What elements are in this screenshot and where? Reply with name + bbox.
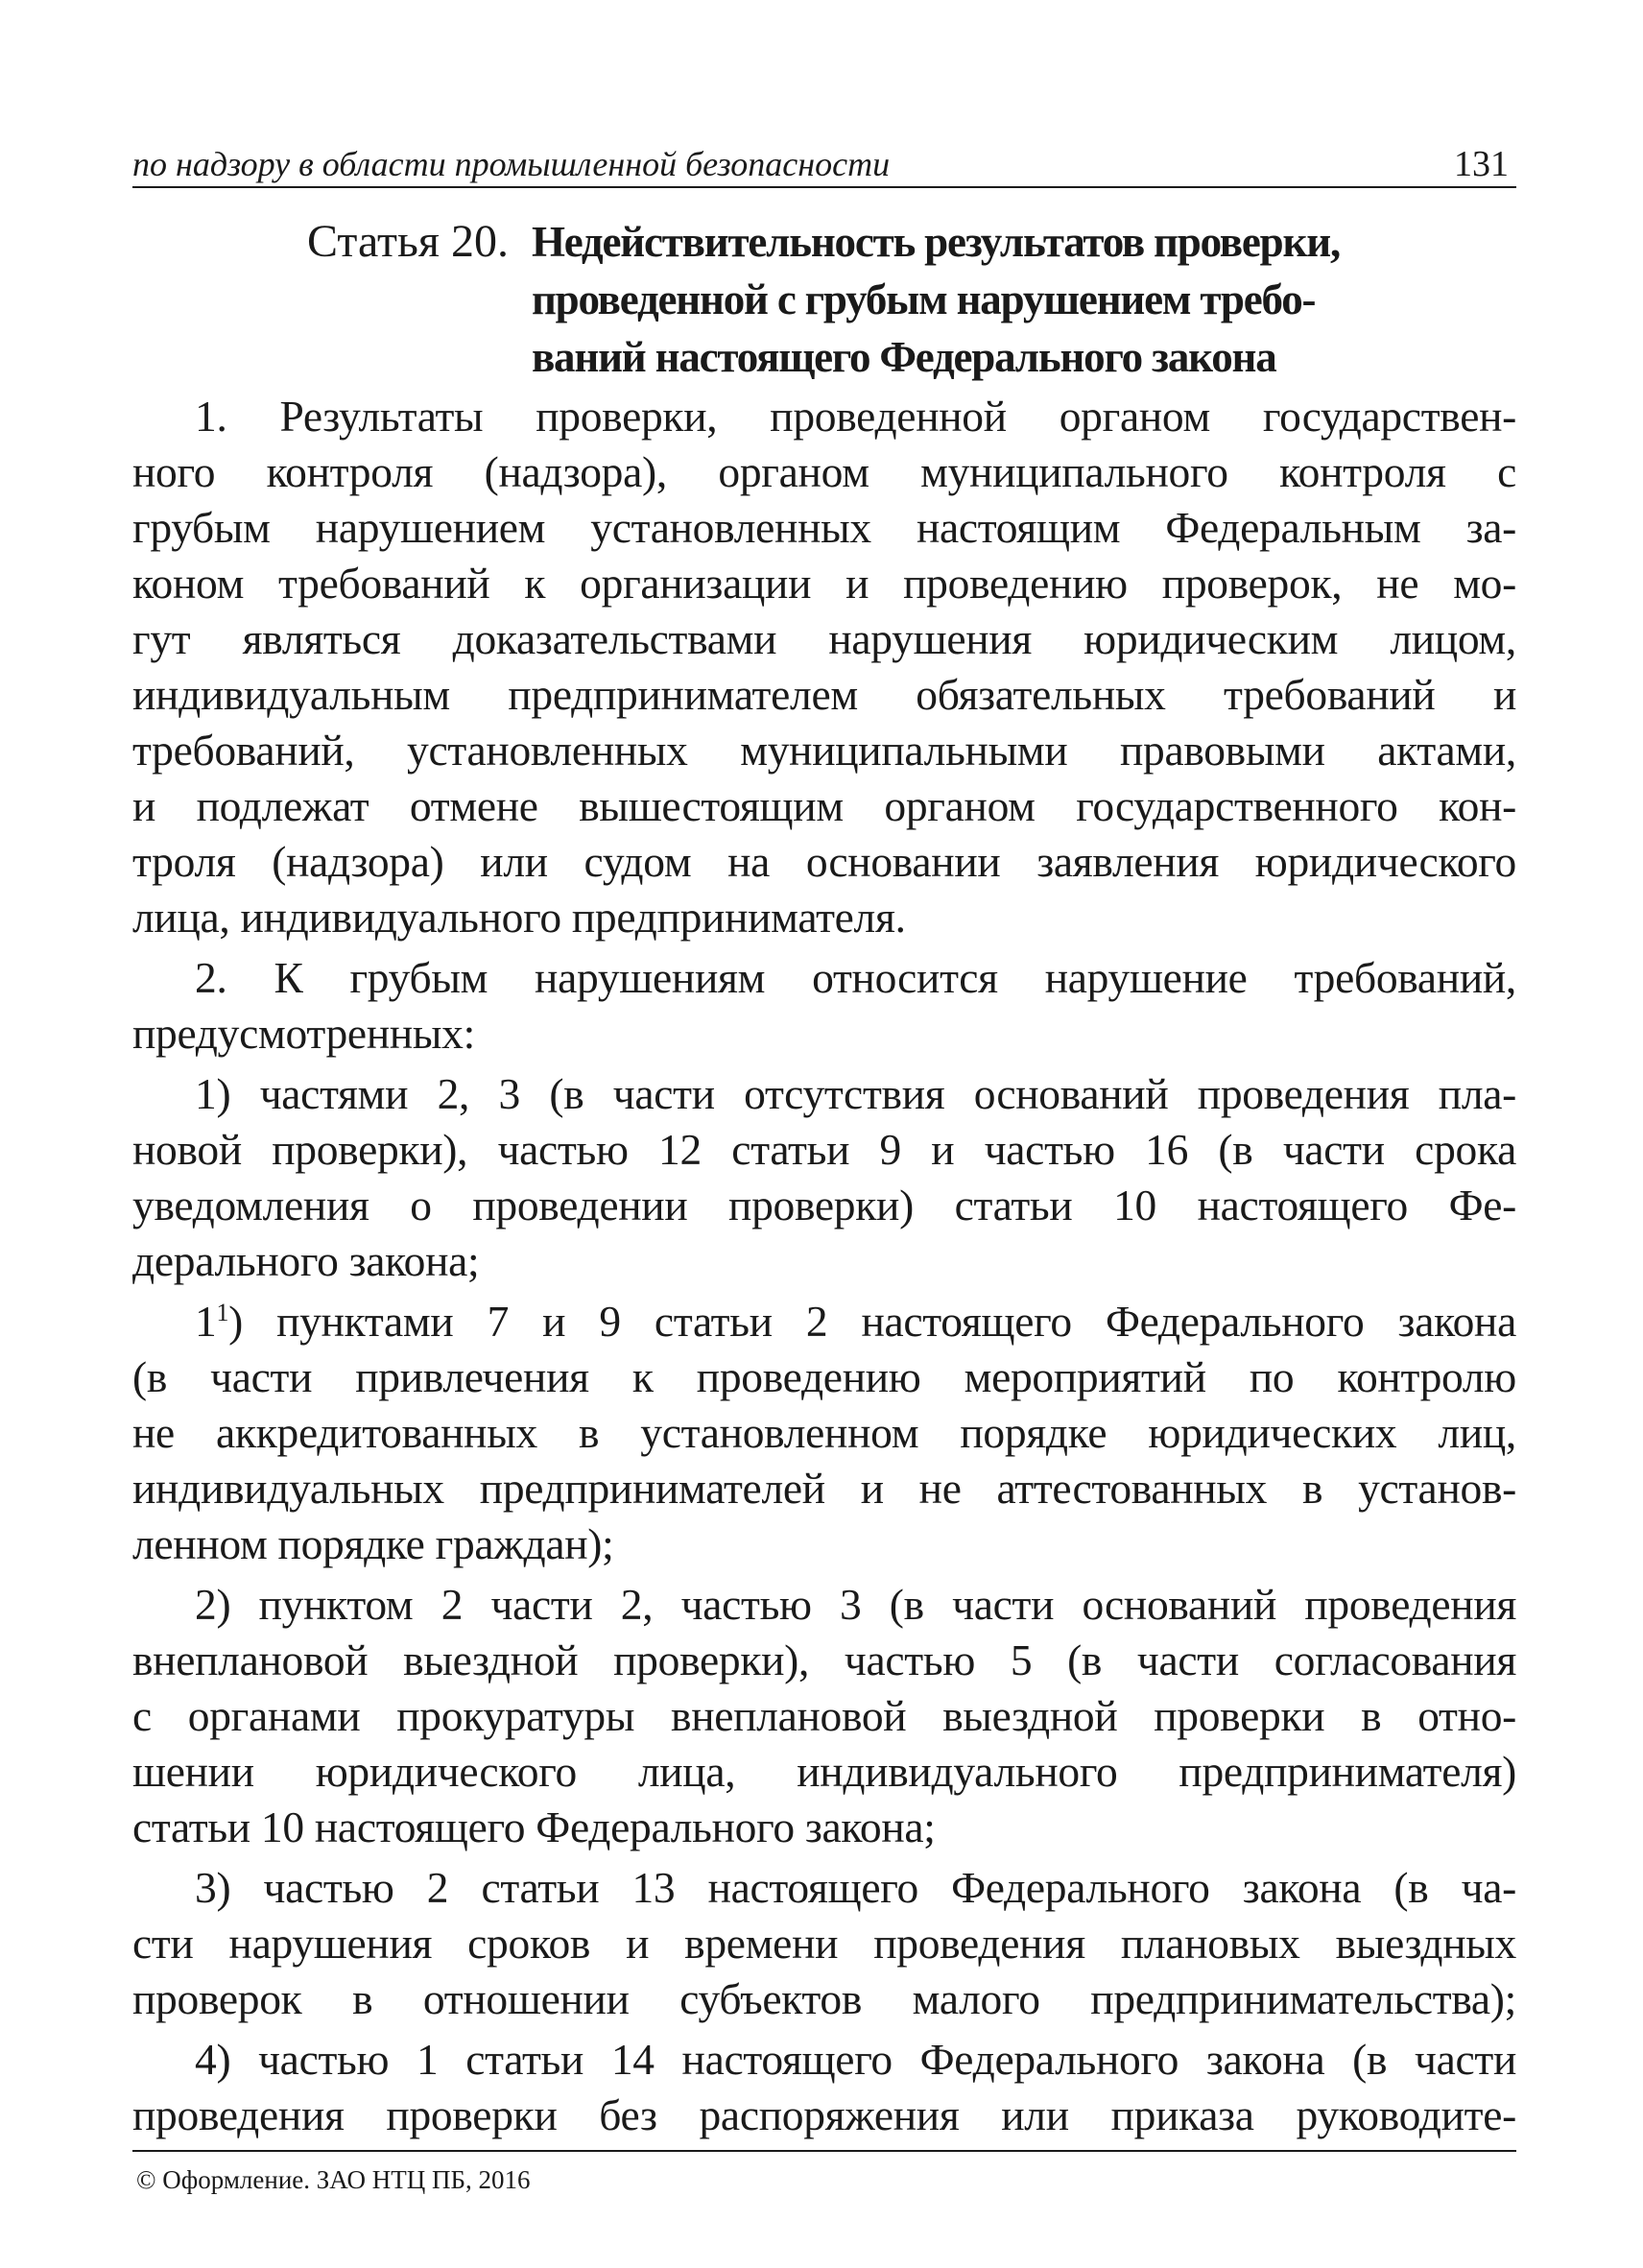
text-line: проведения проверки без распоряжения или приказа руководите- [132,2090,1516,2139]
page-number: 131 [1454,144,1509,184]
text-line: 1. Результаты проверки, проведенной органом государствен- [195,392,1516,441]
list-item-4 [132,2032,1516,2143]
running-header [132,142,1516,188]
text-line: уведомления о проведении проверки) статьи 10 настоящего Фе- [132,1181,1516,1229]
article-label: Статья 20. [307,216,509,267]
article-heading [307,213,1497,386]
article-title [532,213,1395,386]
text-line: сти нарушения сроков и времени проведения плановых выездных [132,1919,1516,1968]
text-line: дерального закона; [132,1236,480,1285]
superscript-mark: 1 [216,1299,229,1326]
article-title-line: проведенной с грубым нарушением требо- [531,275,1316,323]
text-line: лица, индивидуального предпринимателя. [132,893,906,942]
text-line: индивидуальным предпринимателем обязательных требований и [132,670,1516,719]
text-line: шении юридического лица, индивидуального предпринимателя) [132,1747,1516,1796]
text-line: ленном порядке граждан); [132,1519,614,1568]
list-item-1-1 [132,1294,1516,1572]
footer-divider [132,2150,1516,2152]
text-line: (в части привлечения к проведению мероприятий по контролю [132,1352,1516,1401]
text-line: не аккредитованных в установленном порядке юридических лиц, [132,1408,1516,1457]
item-number: 1 [195,1297,217,1346]
list-item-1 [132,1066,1516,1289]
text-line: проверок в отношении субъектов малого предпринимательства); [132,1974,1516,2023]
text-line-rest: ) пунктами 7 и 9 статьи 2 настоящего Федерального закона [228,1297,1516,1346]
text-line: коном требований к организации и проведению проверок, не мо- [132,559,1516,608]
text-line: индивидуальных предпринимателей и не аттестованных в установ- [132,1464,1516,1513]
text-line: 1) частями 2, 3 (в части отсутствия оснований проведения пла- [195,1069,1516,1118]
text-line: статьи 10 настоящего Федерального закона; [132,1802,936,1851]
text-line [132,1294,1516,1349]
article-body [132,389,1516,2148]
text-line: троля (надзора) или судом на основании заявления юридического [132,837,1516,886]
paragraph-1 [132,389,1516,945]
text-line: 2. К грубым нарушениям относится нарушение требований, [195,953,1516,1002]
text-line: 3) частью 2 статьи 13 настоящего Федерального закона (в ча- [195,1863,1516,1912]
running-title: по надзору в области промышленной безопасности [132,145,891,183]
list-item-3 [132,1860,1516,2027]
article-title-line: ваний настоящего Федерального закона [531,333,1276,381]
text-line: ного контроля (надзора), органом муниципального контроля с [132,447,1516,496]
copyright-note: © Оформление. ЗАО НТЦ ПБ, 2016 [136,2165,531,2194]
text-line: предусмотренных: [132,1009,475,1058]
text-line: внеплановой выездной проверки), частью 5 (в части согласования [132,1635,1516,1684]
article-title-line: Недействительность результатов проверки, [531,218,1340,266]
list-item-2 [132,1577,1516,1855]
text-line: и подлежат отмене вышестоящим органом государственного кон- [132,781,1516,830]
text-line: 4) частью 1 статьи 14 настоящего Федерального закона (в части [195,2035,1516,2084]
text-line: с органами прокуратуры внеплановой выездной проверки в отно- [132,1691,1516,1740]
text-line: новой проверки), частью 12 статьи 9 и частью 16 (в части срока [132,1125,1516,1174]
text-line: требований, установленных муниципальными правовыми актами, [132,726,1516,775]
text-line: 2) пунктом 2 части 2, частью 3 (в части оснований проведения [195,1580,1516,1629]
text-line: гут являться доказательствами нарушения юридическим лицом, [132,614,1516,663]
text-line: грубым нарушением установленных настоящим Федеральным за- [132,503,1516,552]
document-page [132,0,1516,2268]
paragraph-2 [132,950,1516,1062]
